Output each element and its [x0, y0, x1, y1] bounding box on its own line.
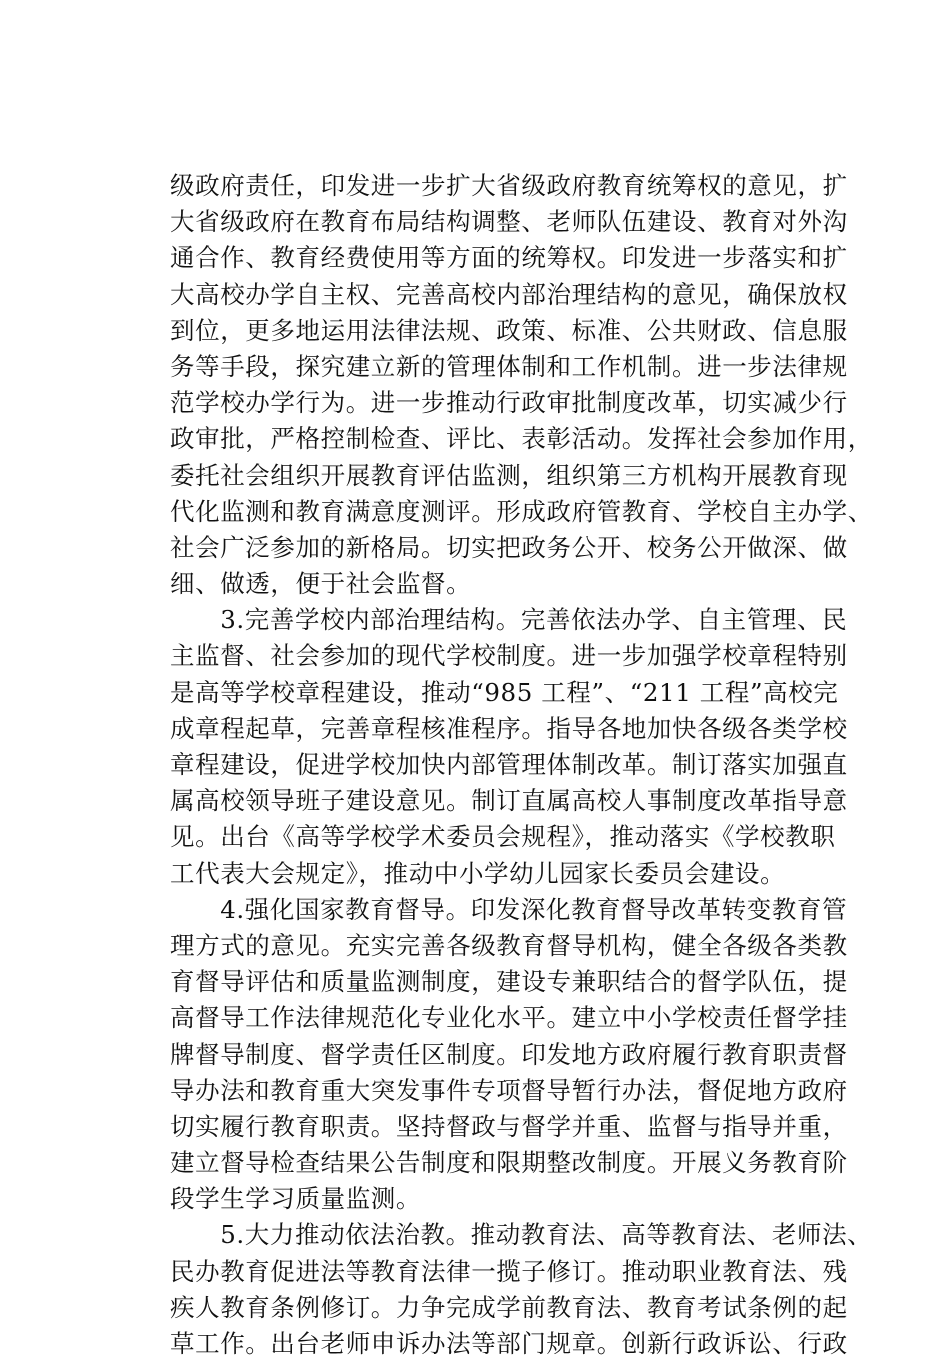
paragraph-heading-line: 4.强化国家教育督导。印发深化教育督导改革转变教育管 [170, 894, 848, 924]
text-line: 草工作。出台老师申诉办法等部门规章。创新行政诉讼、行政 [170, 1329, 848, 1358]
text-line: 导办法和教育重大突发事件专项督导暂行办法，督促地方政府 [170, 1075, 848, 1105]
text-line: 大省级政府在教育布局结构调整、老师队伍建设、教育对外沟 [170, 207, 848, 237]
text-line: 成章程起草，完善章程核准程序。指导各地加快各级各类学校 [170, 713, 848, 743]
text-line: 细、做透，便于社会监督。 [170, 569, 472, 599]
text-line: 切实履行教育职责。坚持督政与督学并重、监督与指导并重， [170, 1111, 848, 1141]
text-line: 政审批，严格控制检查、评比、表彰活动。发挥社会参加作用， [170, 424, 873, 454]
text-line: 牌督导制度、督学责任区制度。印发地方政府履行教育职责督 [170, 1039, 848, 1069]
text-line: 大高校办学自主权、完善高校内部治理结构的意见，确保放权 [170, 279, 848, 309]
text-line: 代化监测和教育满意度测评。形成政府管教育、学校自主办学、 [170, 496, 873, 526]
text-line: 是高等学校章程建设，推动“985 工程”、“211 工程”高校完 [170, 677, 839, 707]
text-line: 委托社会组织开展教育评估监测，组织第三方机构开展教育现 [170, 460, 848, 490]
text-line: 工代表大会规定》，推动中小学幼儿园家长委员会建设。 [170, 858, 786, 888]
text-line: 范学校办学行为。进一步推动行政审批制度改革，切实减少行 [170, 388, 848, 418]
text-line: 级政府责任，印发进一步扩大省级政府教育统筹权的意见，扩 [170, 171, 848, 200]
text-line: 见。出台《高等学校学术委员会规程》，推动落实《学校教职 [170, 822, 836, 852]
text-line: 务等手段，探究建立新的管理体制和工作机制。进一步法律规 [170, 351, 848, 381]
text-line: 属高校领导班子建设意见。制订直属高校人事制度改革指导意 [170, 786, 848, 816]
text-line: 建立督导检查结果公告制度和限期整改制度。开展义务教育阶 [170, 1148, 848, 1178]
text-line: 通合作、教育经费使用等方面的统筹权。印发进一步落实和扩 [170, 243, 848, 273]
body-text [170, 168, 873, 1362]
text-line: 民办教育促进法等教育法律一揽子修订。推动职业教育法、残 [170, 1256, 848, 1286]
paragraph-heading-line: 5.大力推动依法治教。推动教育法、高等教育法、老师法、 [170, 1220, 873, 1250]
text-line: 疾人教育条例修订。力争完成学前教育法、教育考试条例的起 [170, 1292, 848, 1322]
text-line: 高督导工作法律规范化专业化水平。建立中小学校责任督学挂 [170, 1003, 848, 1033]
text-line: 主监督、社会参加的现代学校制度。进一步加强学校章程特别 [170, 641, 848, 671]
text-line: 章程建设，促进学校加快内部管理体制改革。制订落实加强直 [170, 750, 848, 779]
text-line: 段学生学习质量监测。 [170, 1184, 421, 1214]
paragraph-heading-line: 3.完善学校内部治理结构。完善依法办学、自主管理、民 [170, 605, 848, 635]
text-line: 社会广泛参加的新格局。切实把政务公开、校务公开做深、做 [170, 532, 848, 562]
text-line: 理方式的意见。充实完善各级教育督导机构，健全各级各类教 [170, 930, 848, 960]
text-line: 育督导评估和质量监测制度，建设专兼职结合的督学队伍，提 [170, 967, 848, 997]
text-line: 到位，更多地运用法律法规、政策、标准、公共财政、信息服 [170, 315, 848, 345]
